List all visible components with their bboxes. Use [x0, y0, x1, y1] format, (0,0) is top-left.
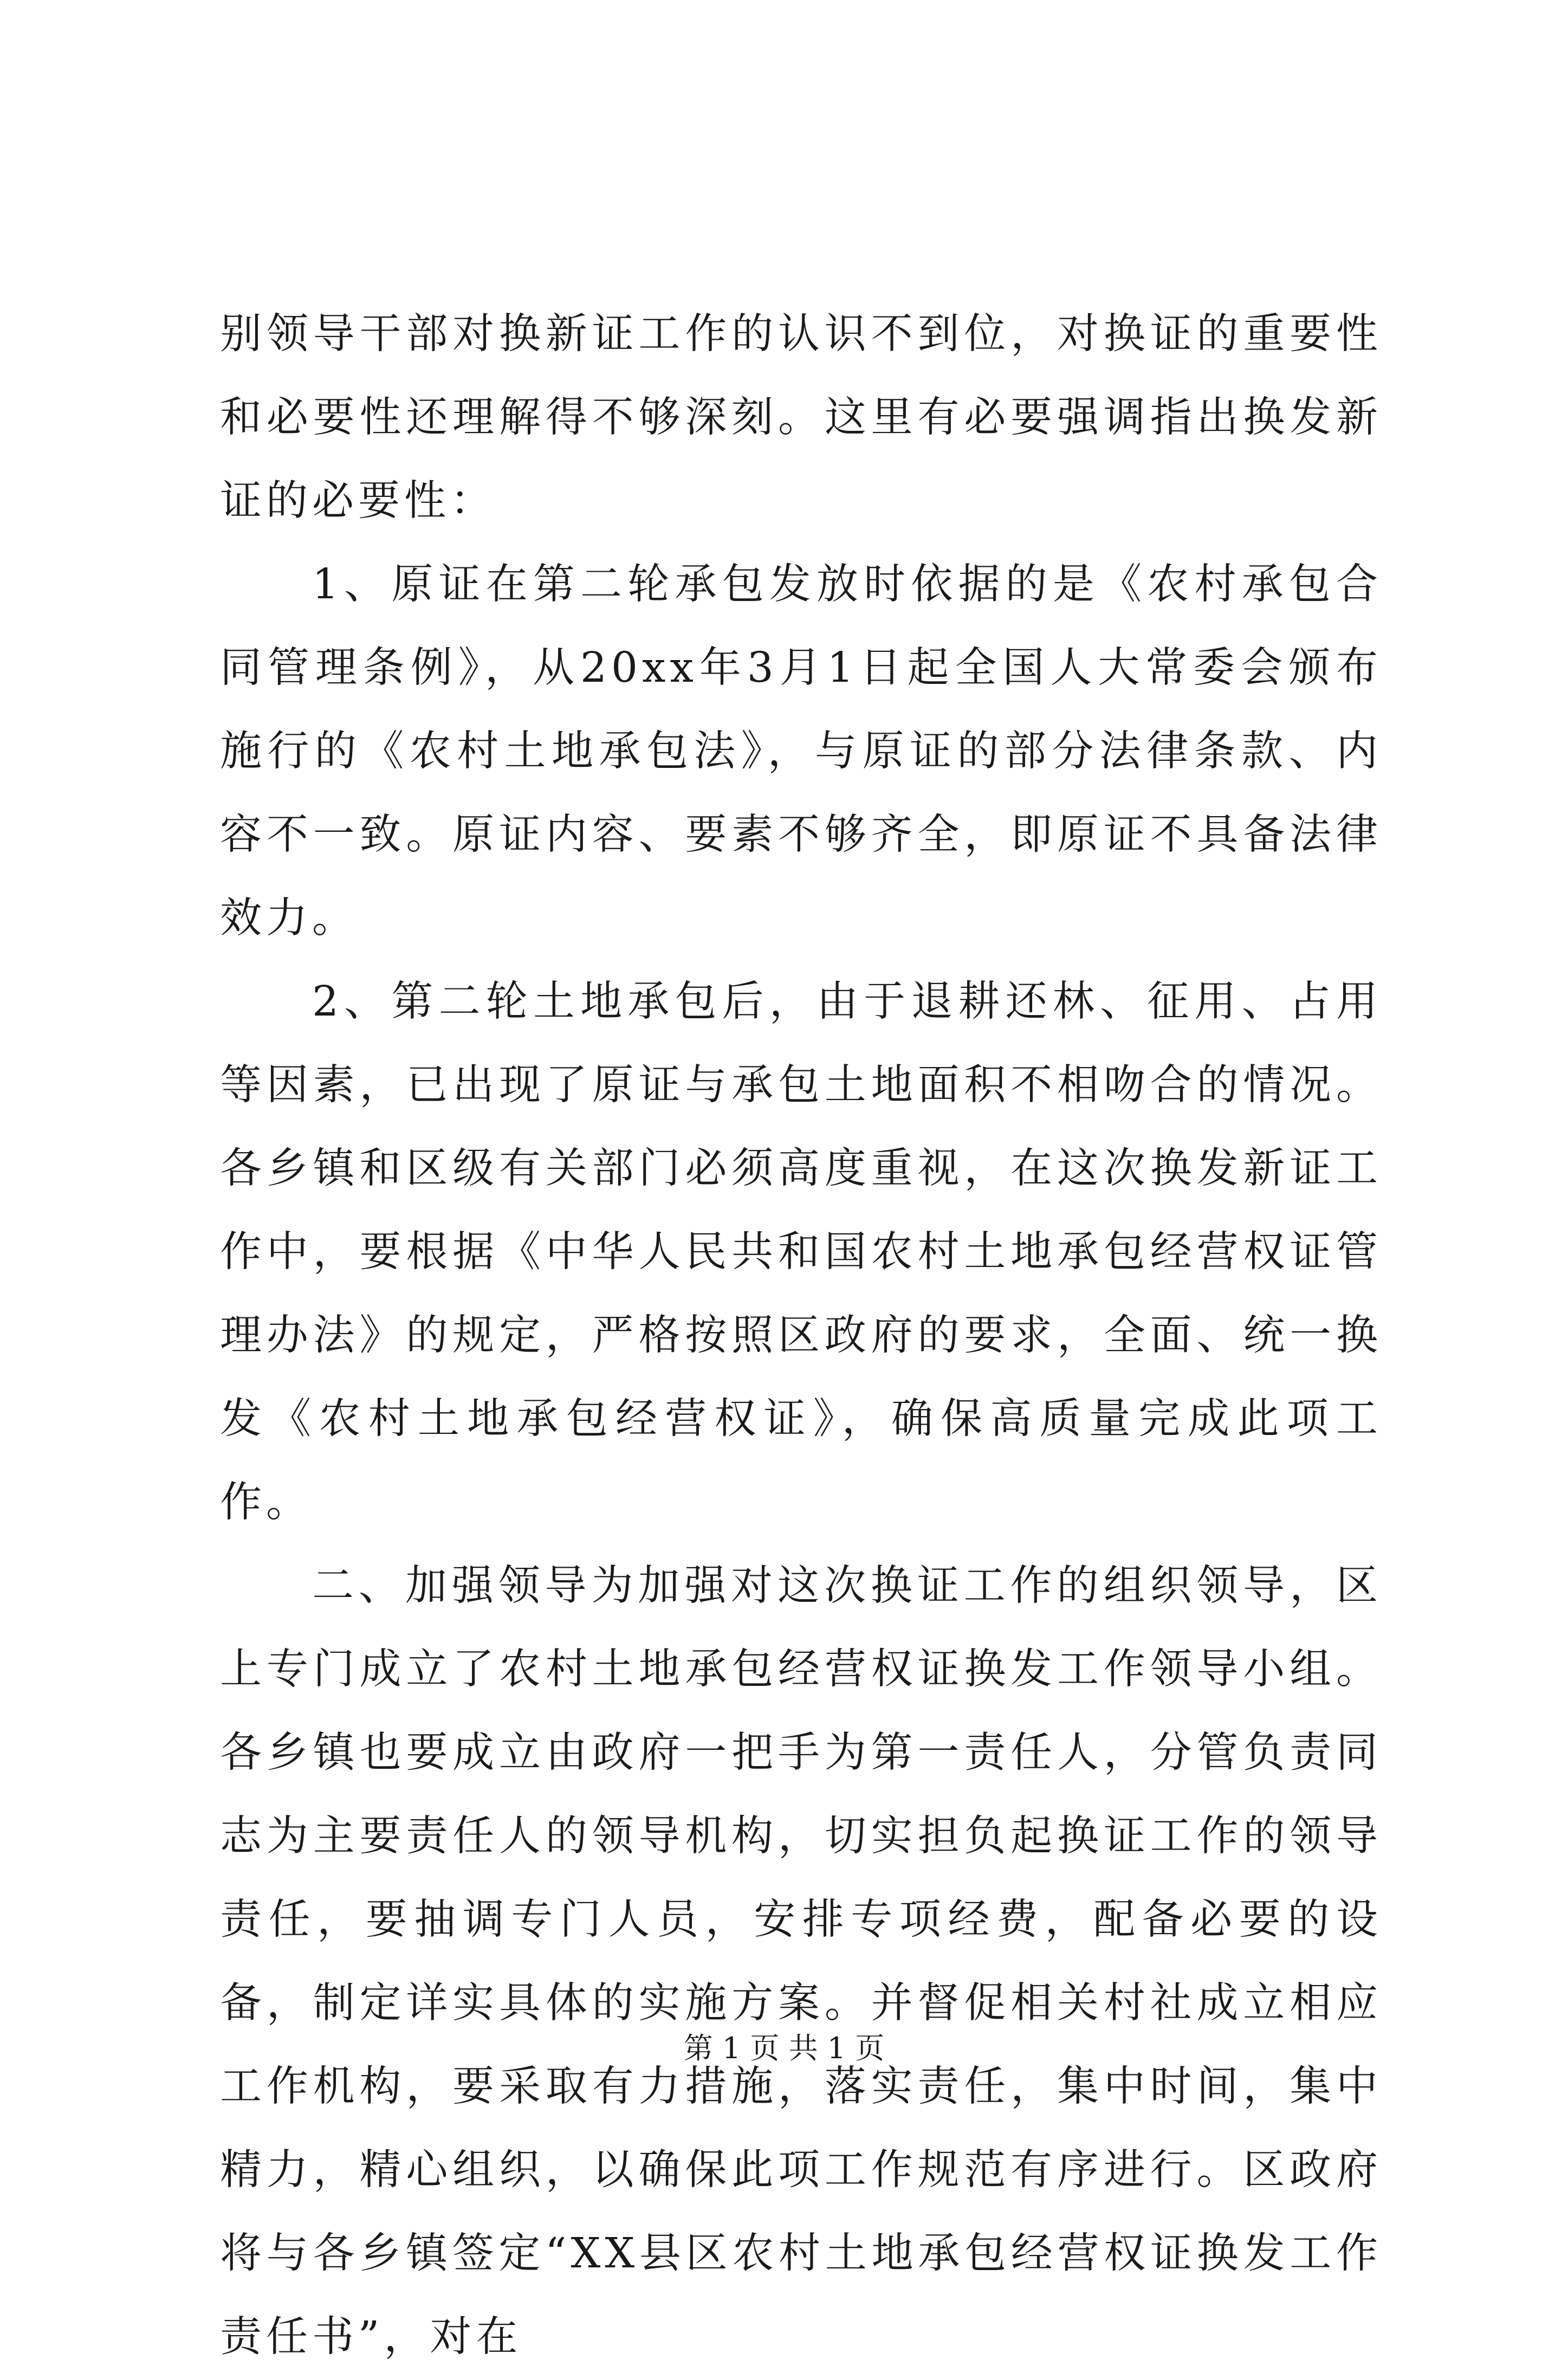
paragraph-item-2: 2、第二轮土地承包后，由于退耕还林、征用、占用等因素，已出现了原证与承包土地面积不相吻合的情况。各乡镇和区级有关部门必须高度重视，在这次换发新证工作中，要根据《中华人民共和国农村土地承包经营权证管理办法》的规定，严格按照区政府的要求，全面、统一换发《农村土地承包经营权证》，确保高质量完成此项工作。 [220, 978, 1382, 1527]
paragraph-item-1: 1、原证在第二轮承包发放时依据的是《农村承包合同管理条例》，从20xx年3月1日起全国人大常委会颁布施行的《农村土地承包法》，与原证的部分法律条款、内容不一致。原证内容、要素不够齐全，即原证不具备法律效力。 [220, 560, 1382, 942]
paragraph-section-2: 二、加强领导为加强对这次换证工作的组织领导，区上专门成立了农村土地承包经营权证换发工作领导小组。各乡镇也要成立由政府一把手为第一责任人，分管负责同志为主要责任人的领导机构，切实担负起换证工作的领导责任，要抽调专门人员，安排专项经费，配备必要的设备，制定详实具体的实施方案。并督促相关村社成立相应工作机构，要采取有力措施，落实责任，集中时间，集中精力，精心组织，以确保此项工作规范有序进行。区政府将与各乡镇签定“XX县区农村土地承包经营权证换发工作责任书”，对在 [220, 1562, 1382, 2361]
paragraph-continuation: 别领导干部对换新证工作的认识不到位，对换证的重要性和必要性还理解得不够深刻。这里有必要强调指出换发新证的必要性： [220, 310, 1382, 525]
page-footer: 第 1 页 共 1 页 [683, 2031, 885, 2065]
